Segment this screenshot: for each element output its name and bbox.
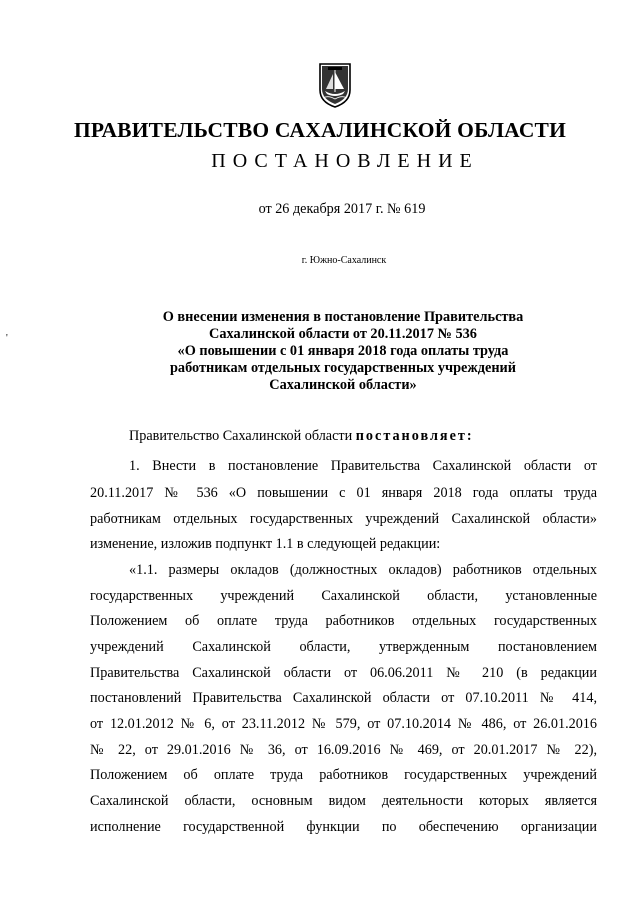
body-line: Сахалинской области, основным видом деятельности которых является	[90, 793, 597, 809]
intro-action: постановляет:	[355, 428, 474, 444]
title-line: Сахалинской области от 20.11.2017 № 536	[209, 326, 477, 342]
city-name: г. Южно-Сахалинск	[301, 255, 387, 266]
body-line: Правительства Сахалинской области от 06.06.2011 № 210 (в редакции	[90, 665, 597, 681]
body-line: Положением об оплате труда работников отдельных государственных	[90, 613, 597, 629]
title-line: работникам отдельных государственных учреждений	[169, 360, 517, 376]
body-line: постановлений Правительства Сахалинской области от 07.10.2011 № 414,	[90, 690, 597, 706]
body-line: исполнение государственной функции по обеспечению организации	[90, 819, 597, 835]
document-type: ПОСТАНОВЛЕНИЕ	[211, 150, 479, 172]
intro-paragraph	[129, 428, 597, 445]
body-line: государственных учреждений Сахалинской области, установленные	[90, 588, 597, 604]
body-line: учреждений Сахалинской области, утвержденным постановлением	[90, 639, 597, 655]
body-line: Положением об оплате труда работников государственных учреждений	[90, 767, 597, 783]
body-line: 20.11.2017 № 536 «О повышении с 01 января 2018 года оплаты труда	[90, 485, 597, 501]
body-line: изменение, изложив подпункт 1.1 в следующей редакции:	[90, 536, 441, 552]
coat-of-arms-icon	[318, 62, 352, 108]
title-line: О внесении изменения в постановление Правительства	[162, 309, 524, 325]
body-line: «1.1. размеры окладов (должностных окладов) работников отдельных	[129, 562, 597, 578]
title-line: Сахалинской области»	[269, 377, 417, 393]
body-line: № 22, от 29.01.2016 № 36, от 16.09.2016 № 469, от 20.01.2017 № 22),	[90, 742, 597, 758]
body-line: 1. Внести в постановление Правительства Сахалинской области от	[129, 458, 597, 474]
margin-mark: '	[6, 333, 8, 344]
intro-text: Правительство Сахалинской области	[129, 428, 356, 444]
organization-name: ПРАВИТЕЛЬСТВО САХАЛИНСКОЙ ОБЛАСТИ	[73, 118, 567, 142]
body-line: от 12.01.2012 № 6, от 23.11.2012 № 579, от 07.10.2014 № 486, от 26.01.2016	[90, 716, 597, 732]
document-title	[140, 309, 546, 394]
body-line: работникам отдельных государственных учреждений Сахалинской области»	[90, 511, 597, 527]
document-date-number: от 26 декабря 2017 г. № 619	[258, 201, 426, 217]
title-line: «О повышении с 01 января 2018 года оплаты труда	[177, 343, 509, 359]
